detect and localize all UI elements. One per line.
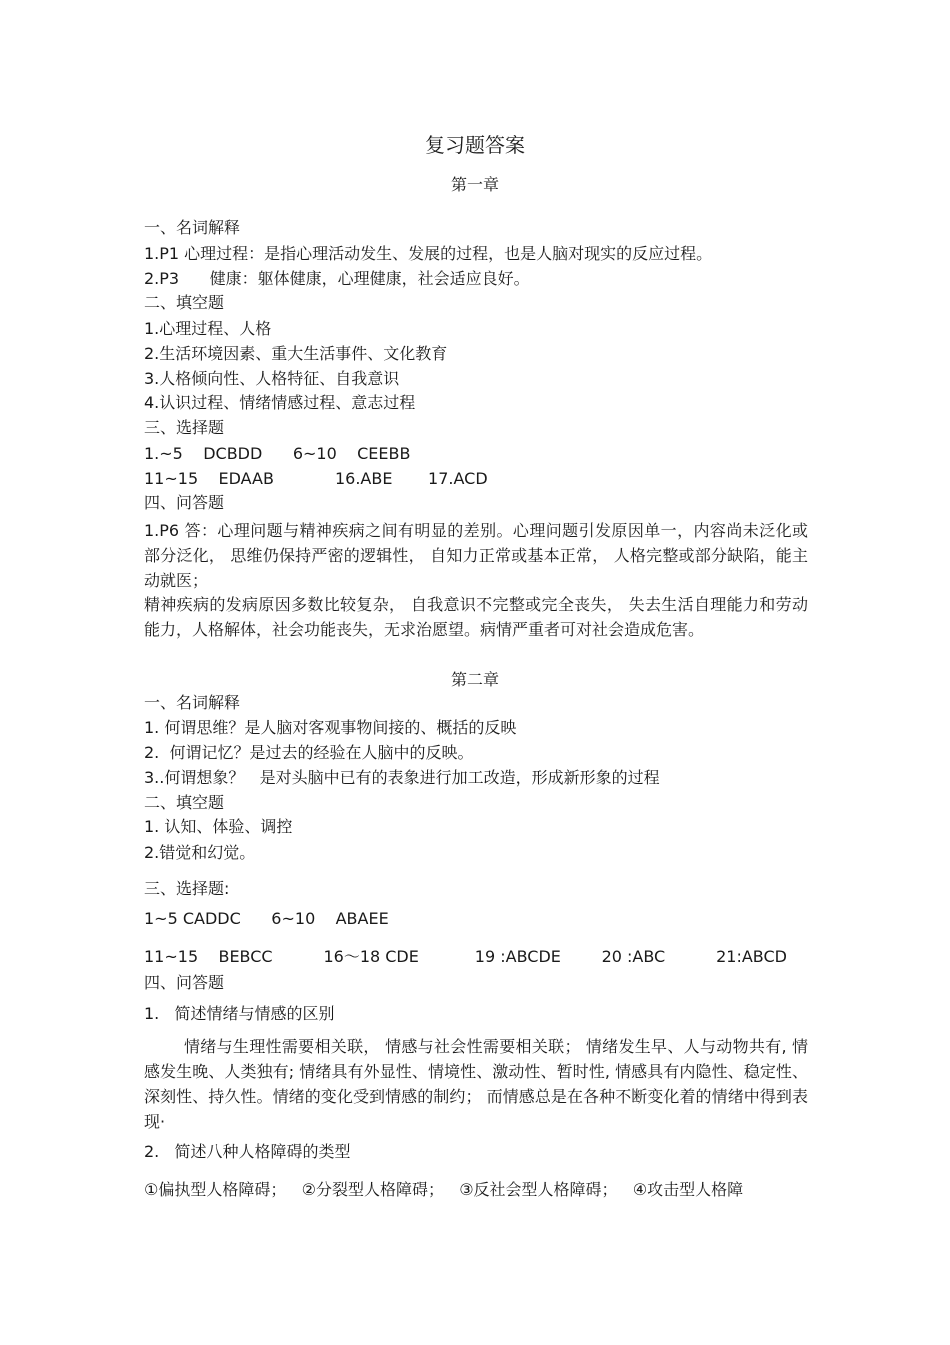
ch1-choice-answers: 11~15 EDAAB 16.ABE 17.ACD [144,469,488,488]
ch2-section-1-heading: 一、名词解释 [144,693,241,712]
ch2-fill-answer: 1. 认知、体验、调控 [144,817,293,836]
ch2-definition-line: 3..何谓想象？ 是对头脑中已有的表象进行加工改造，形成新形象的过程 [144,768,660,787]
ch2-answer-1: 情绪与生理性需要相关联， 情感与社会性需要相关联； 情绪发生早、人与动物共有, 情感发生晚、人类独有; 情绪具有外显性、情境性、激动性、暂时性, 情感具有内隐性、稳定性、深刻性、持久性。情绪的变化受到情感的制约； 而情感总是在各种不断变化着的情绪中得到表现· [144,1037,808,1131]
ch2-question-1: 1. 简述情绪与情感的区别 [144,1004,335,1023]
ch1-section-3-heading: 三、选择题 [144,418,225,437]
ch1-fill-answer: 4.认识过程、情绪情感过程、意志过程 [144,393,416,412]
ch2-fill-answer: 2.错觉和幻觉。 [144,843,256,862]
document-title: 复习题答案 [425,133,525,157]
ch2-section-3-heading: 三、选择题: [144,879,230,898]
ch2-question-2: 2. 简述八种人格障碍的类型 [144,1142,351,1161]
ch1-fill-answer: 2.生活环境因素、重大生活事件、文化教育 [144,344,448,363]
ch1-section-1-heading: 一、名词解释 [144,218,241,237]
ch2-definition-line: 1. 何谓思维？是人脑对客观事物间接的、概括的反映 [144,718,517,737]
ch1-fill-answer: 3.人格倾向性、人格特征、自我意识 [144,369,400,388]
ch2-choice-answers: 11~15 BEBCC 16～18 CDE 19 :ABCDE 20 :ABC 21:ABCD [144,947,787,966]
ch1-qa-paragraph: 1.P6 答：心理问题与精神疾病之间有明显的差别。心理问题引发原因单一，内容尚未泛化或部分泛化， 思维仍保持严密的逻辑性， 自知力正常或基本正常， 人格完整或部分缺陷，能主动就医； [144,521,808,590]
ch2-section-2-heading: 二、填空题 [144,793,225,812]
ch1-fill-answer: 1.心理过程、人格 [144,319,272,338]
ch1-section-4-heading: 四、问答题 [144,493,225,512]
ch2-choice-answers: 1~5 CADDC 6~10 ABAEE [144,909,389,928]
ch1-definition-line: 2.P3 健康：躯体健康，心理健康，社会适应良好。 [144,269,530,288]
ch2-section-4-heading: 四、问答题 [144,973,225,992]
ch2-answer-2: ①偏执型人格障碍； ②分裂型人格障碍； ③反社会型人格障碍； ④攻击型人格障 [144,1180,744,1199]
ch1-choice-answers: 1.~5 DCBDD 6~10 CEEBB [144,444,411,463]
ch1-section-2-heading: 二、填空题 [144,293,225,312]
ch1-qa-paragraph: 精神疾病的发病原因多数比较复杂， 自我意识不完整或完全丧失， 失去生活自理能力和劳动能力，人格解体，社会功能丧失，无求治愿望。病情严重者可对社会造成危害。 [144,595,808,639]
chapter-2-heading: 第二章 [450,670,499,689]
ch2-definition-line: 2. 何谓记忆？是过去的经验在人脑中的反映。 [144,743,474,762]
ch1-definition-line: 1.P1 心理过程：是指心理活动发生、发展的过程，也是人脑对现实的反应过程。 [144,244,713,263]
chapter-1-heading: 第一章 [450,175,499,194]
